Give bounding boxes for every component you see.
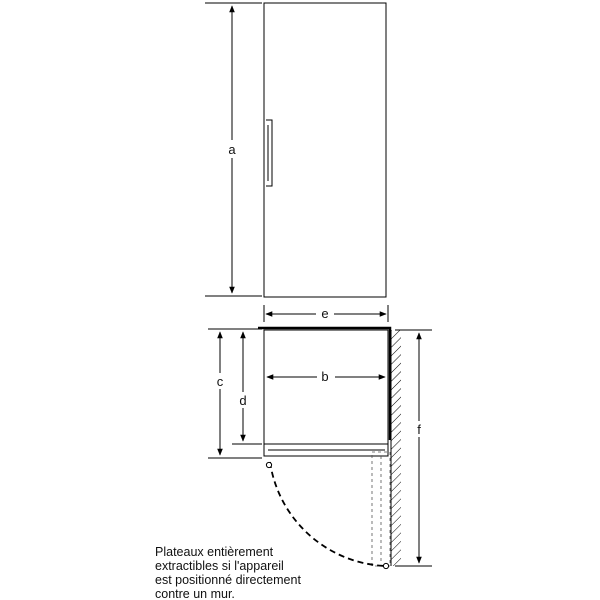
dimension-c-label: c (216, 374, 224, 389)
appliance-front-body (264, 3, 386, 297)
door-swing-arc (270, 462, 386, 566)
note-line-4: contre un mur. (155, 587, 235, 600)
dimension-b-label: b (321, 369, 329, 384)
wall-hatching (391, 330, 401, 566)
door-handle (266, 120, 272, 186)
note-line-3: est positionné directement (155, 573, 301, 587)
front-view (205, 3, 386, 297)
appliance-top-body (264, 330, 388, 444)
dimension-f-label: f (417, 422, 421, 437)
hinge-point-right (383, 563, 388, 568)
caption-note (155, 545, 301, 600)
note-line-1: Plateaux entièrement (155, 545, 274, 559)
dimension-e-label: e (321, 306, 329, 321)
hinge-point-left (266, 462, 271, 467)
top-view (208, 305, 432, 569)
dimension-d-label: d (239, 393, 247, 408)
dimension-a-label: a (228, 142, 236, 157)
note-line-2: extractibles si l'appareil (155, 559, 284, 573)
